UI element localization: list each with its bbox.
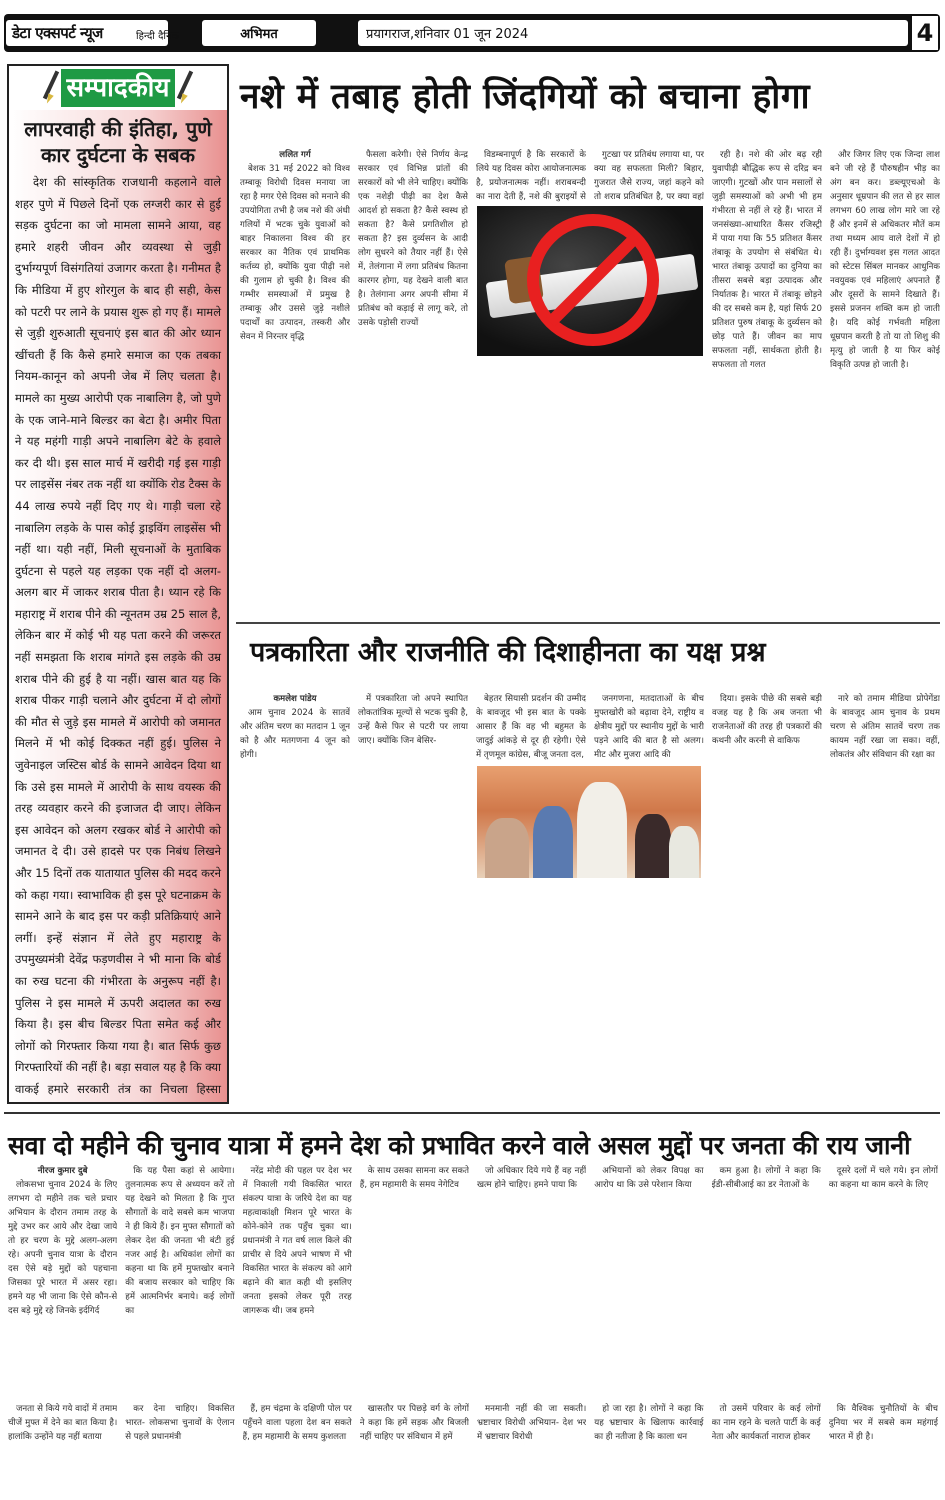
column-text: कि यह पैसा कहां से आयेगा। तुलनात्मक रूप से अध्ययन करें तो यह देखने को मिलता है कि गुप्त सौगातों के वादे सबसे कम भाजपा ने ही किये हैं। इन मुफ्त सौगातों को लेकर देश की जनता भी बंटी हुई नजर आई है। अधिकांश लोगों का कहना था कि हमें मुफ्तखोर बनाने की बजाय सरकार को चाहिए कि हमें आत्मनिर्भर बनाये। कई लोगों का bbox=[125, 1166, 235, 1316]
column-text: खासतौर पर पिछड़े वर्ग के लोगों ने कहा कि हमें सड़क और बिजली नहीं चाहिए पर संविधान में हमें bbox=[359, 1404, 469, 1442]
section-divider bbox=[4, 1112, 940, 1114]
column-text: तो उसमें परिवार के कई लोगों का नाम रहने के चलते पार्टी के कई नेता और कार्यकर्ता नाराज होकर bbox=[711, 1404, 821, 1442]
article-column bbox=[8, 1164, 117, 1486]
person-shape bbox=[533, 806, 573, 878]
column-text: फैसला करेगी। ऐसे निर्णय केन्द्र सरकार एवं विभिन्न प्रांतों की सरकारों को भी लेने चाहिए। क्योंकि एक नशेड़ी पीढ़ी का देश कैसे आदर्श हो सकता है? कैसे स्वस्थ हो सकता है? कैसे प्रगतिशील हो सकता है? इस दुर्व्यसन के आदी लोग सुधरने को तैयार नहीं हैं। ऐसे में, तेलंगाना में लगा प्रतिबंध कितना कारगर होगा, यह देखने वाली बात है। तेलंगाना अगर अपनी सीमा में प्रतिबंध को कड़ाई से लागू करे, तो उसके पड़ोसी राज्यों bbox=[358, 150, 468, 328]
byline: ललित गर्ग bbox=[279, 150, 311, 160]
editorial-box bbox=[7, 64, 229, 1104]
person-shape bbox=[635, 814, 671, 878]
editorial-title: लापरवाही की इंतिहा, पुणे कार दुर्घटना के सबक bbox=[24, 117, 212, 167]
column-text: मनमानी नहीं की जा सकती। भ्रष्टाचार विरोधी अभियान- देश भर में भ्रष्टाचार विरोधी bbox=[477, 1404, 587, 1442]
article-3-body bbox=[8, 1164, 938, 1486]
byline: नीरज कुमार दुबे bbox=[37, 1166, 88, 1176]
pen-icon bbox=[178, 70, 192, 106]
article-column bbox=[243, 1164, 352, 1486]
column-text: गुटखा पर प्रतिबंध लगाया था, पर क्या वह सफलता मिली? बिहार, गुजरात जैसे राज्य, जहां कहने को तो शराब प्रतिबंधित है, पर क्या वहां bbox=[594, 150, 704, 202]
no-symbol-icon bbox=[527, 214, 659, 346]
editorial-label: सम्पादकीय bbox=[61, 69, 176, 107]
column-text: दूसरे दलों में चले गये। इन लोगों का कहना था काम करने के लिए bbox=[828, 1166, 938, 1190]
column-text: आम चुनाव 2024 के सातवें और अंतिम चरण का मतदान 1 जून को है और मतगणना 4 जून को होगी। bbox=[240, 708, 350, 760]
byline: कमलेश पांडेय bbox=[273, 694, 317, 704]
column-text: कि वैश्विक चुनौतियों के बीच दुनिया भर में सबसे कम महंगाई भारत में ही है। bbox=[828, 1404, 938, 1442]
editorial-banner bbox=[9, 66, 227, 110]
column-text: रही है। नशे की ओर बढ़ रही युवापीढ़ी बौद्धिक रूप से दरिद्र बन जाएगी। गुटखों और पान मसालों से जुड़ी समस्याओं को अभी भी हम गंभीरता से नहीं ले रहे हैं। भारत में जनसंख्या-आधारित कैंसर रजिस्ट्री में पाया गया कि 55 प्रतिशत कैंसर तंबाकू के उपयोग से संबंधित थे। भारत तंबाकू उत्पादों का दुनिया का तीसरा सबसे बड़ा उत्पादक और निर्यातक है। भारत में तंबाकू छोड़ने की दर सबसे कम है, यहां सिर्फ 20 प्रतिशत पुरुष तंबाकू के दुर्व्यसन को छोड़ पाते हैं। जीवन का माप सफलता नहीं, सार्थकता होती है। सफलता तो गलत bbox=[712, 150, 822, 370]
article-2-headline: पत्रकारिता और राजनीति की दिशाहीनता का यक्ष प्रश्न bbox=[250, 637, 766, 668]
masthead bbox=[4, 14, 940, 52]
article-column bbox=[830, 692, 940, 1100]
column-text: हैं, हम चंद्रमा के दक्षिणी पोल पर पहुँचने वाला पहला देश बन सकते हैं, हम महामारी के समय कुशलता bbox=[242, 1404, 352, 1442]
column-text: दिया। इसके पीछे की सबसे बड़ी वजह यह है कि अब जनता भी राजनेताओं की तरह ही पत्रकारों की कथनी और करनी से वाकिफ bbox=[712, 694, 822, 746]
article-1-headline: नशे में तबाह होती जिंदगियों को बचाना होगा bbox=[240, 77, 811, 117]
article-column bbox=[712, 148, 822, 618]
no-smoking-photo bbox=[477, 206, 703, 356]
column-text: बेशक 31 मई 2022 को विश्व तम्बाकू विरोधी दिवस मनाया जा रहा है मगर ऐसे दिवस को मनाने की उपयोगिता तभी है जब नशे की अंधी गलियों में भटक चुके युवाओं को बाहर निकालना विश्व की हर सरकार का नैतिक एवं प्राथमिक कर्तव्य हो, क्योंकि युवा पीढ़ी नशे की गुलाम हो चुकी है। विश्व की गम्भीर समस्याओं में प्रमुख है तम्बाकू और उससे जुड़े नशीले पदार्थों का उत्पादन, तस्करी और सेवन में निरन्तर वृद्धि bbox=[240, 164, 350, 342]
article-column bbox=[477, 1164, 586, 1486]
column-text: नरेंद्र मोदी की पहल पर देश भर में निकाली गयी विकसित भारत संकल्प यात्रा के जरिये देश का यह महत्वाकांक्षी मिशन पूरे भारत के कोने-कोने तक पहुँच चुका था। प्रधानमंत्री ने गत वर्ष लाल किले की प्राचीर से दिये अपने भाषण में भी विकसित भारत के संकल्प को आगे बढ़ाने की बात कही थी इसलिए जनता इसको लेकर पूरी तरह जागरूक थी। जब हमने bbox=[242, 1166, 352, 1316]
column-text: विडम्बनापूर्ण है कि सरकारों के लिये यह दिवस कोरा आयोजनात्मक है, प्रयोजनात्मक नहीं। शराबबन्दी का नारा देती हैं, नशे की बुराइयों से bbox=[476, 150, 586, 202]
column-text: कर देना चाहिए। विकसित भारत- लोकसभा चुनावों के ऐलान से पहले प्रधानमंत्री bbox=[125, 1404, 235, 1442]
article-column bbox=[125, 1164, 234, 1486]
paper-name: डेटा एक्सपर्ट न्यूज bbox=[12, 24, 103, 42]
article-column bbox=[476, 692, 586, 1100]
person-shape bbox=[485, 818, 529, 878]
column-text: हो जा रहा है। लोगों ने कहा कि यह भ्रष्टाचार के खिलाफ कार्रवाई का ही नतीजा है कि काला धन bbox=[594, 1404, 704, 1442]
column-text: में पत्रकारिता जो अपने स्थापित लोकतांत्रिक मूल्यों से भटक चुकी है, उन्हें कैसे फिर से पटरी पर लाया जाए। क्योंकि जिन बेसिर- bbox=[358, 694, 468, 746]
section-name: अभिमत bbox=[202, 20, 316, 46]
column-text: जनगणना, मतदाताओं के बीच मुफ्तखोरी को बढ़ावा देने, राष्ट्रीय व क्षेत्रीय मुद्दों पर स्थानीय मुद्दों के भारी पड़ने आदि की बात है सो अलग। मीट और मुजरा आदि की bbox=[594, 694, 704, 760]
column-text: जनता से किये गये वादों में तमाम चीजें मुफ्त में देने का बात किया है। हालांकि उन्होंने यह नहीं बताया bbox=[8, 1404, 118, 1442]
column-text: लोकसभा चुनाव 2024 के लिए लगभग दो महीने तक चले प्रचार अभियान के दौरान तमाम तरह के मुद्दे उभर कर आये और देखा जाये तो हर चरण के मुद्दे अलग-अलग रहे। अपनी चुनाव यात्रा के दौरान दस ऐसे बड़े मुद्दों को पहचाना जिसका पूरे भारत में असर रहा। हमने यह भी जाना कि ऐसे कौन-से दस बड़े मुद्दे रहे जिनके इर्दगिर्द bbox=[8, 1180, 118, 1316]
masthead-left bbox=[6, 20, 180, 46]
column-text: और जिगर लिए एक जिन्दा लाश बने जी रहे हैं पौरुषहीन भीड़ का अंग बन कर। डब्ल्यूएचओ के अनुसार धूम्रपान की लत से हर साल लगभग 60 लाख लोग मारे जा रहे हैं और इनमें से अधिकतर मौतें कम तथा मध्यम आय वाले देशों में हो रही हैं। दुर्भाग्यवश इस गलत आदत को स्टेटस सिंबल मानकर आधुनिक नवयुवक एवं महिलाएं अपनाते हैं और दूसरों के सामने दिखाते हैं। इससे प्रजनन शक्ति कम हो जाती है। यदि कोई गर्भवती महिला धूम्रपान करती है तो या तो शिशु की मृत्यु हो जाती है या फिर कोई विकृति उत्पन्न हो जाती है। bbox=[830, 150, 940, 370]
person-shape bbox=[669, 826, 699, 878]
column-text: कम हुआ है। लोगों ने कहा कि ईडी-सीबीआई का डर नेताओं के bbox=[711, 1166, 821, 1190]
article-column bbox=[240, 148, 350, 618]
article-column bbox=[360, 1164, 469, 1486]
page-number: 4 bbox=[912, 16, 938, 50]
article-column bbox=[594, 1164, 703, 1486]
article-column bbox=[594, 692, 704, 1100]
column-text: बेहतर सियासी प्रदर्शन की उम्मीद के बावजूद भी इस बात के पक्के आसार हैं कि वह भी बहुमत के जादुई आंकड़े से दूर ही रहेगी। ऐसे में तृणमूल कांग्रेस, बीजू जनता दल, bbox=[476, 694, 586, 760]
election-rally-photo bbox=[477, 766, 701, 878]
article-3-headline: सवा दो महीने की चुनाव यात्रा में हमने देश को प्रभावित करने वाले असल मुद्दों पर जनता की राय जानी bbox=[8, 1131, 911, 1160]
column-text: नारे को तमाम मीडिया प्रोपेगेंडा के बावजूद आम चुनाव के प्रथम चरण से अंतिम सातवें चरण तक कायम नहीं रखा जा सका। वहीं, लोकतंत्र और संविधान की रक्षा का bbox=[830, 694, 940, 760]
section-divider bbox=[236, 622, 940, 624]
article-2-body bbox=[240, 692, 940, 1100]
pen-icon bbox=[44, 70, 58, 106]
article-column bbox=[358, 148, 468, 618]
article-column bbox=[240, 692, 350, 1100]
column-text: जो अधिकार दिये गये हैं वह नहीं खत्म होने चाहिए। हमने पाया कि bbox=[477, 1166, 587, 1190]
article-column bbox=[829, 1164, 938, 1486]
article-column bbox=[830, 148, 940, 618]
article-column bbox=[712, 692, 822, 1100]
dateline: प्रयागराज,शनिवार 01 जून 2024 bbox=[358, 20, 908, 46]
article-column bbox=[358, 692, 468, 1100]
person-shape bbox=[577, 782, 627, 878]
column-text: अभियानों को लेकर विपक्ष का आरोप था कि उसे परेशान किया bbox=[594, 1166, 704, 1190]
editorial-body: देश की सांस्कृतिक राजधानी कहलाने वाले शहर पुणे में पिछले दिनों एक लग्जरी कार से हुई सड़क दुर्घटना का जो मामला सामने आया, वह हमारे शहरी जीवन और व्यवस्था से जुड़ी दुर्भाग्यपूर्ण विसंगतियां उजागर करता है। गनीमत है कि मीडिया में हुए शोरगुल के बाद ही सही, केस को पटरी पर लाने के प्रयास शुरू हो गए हैं। मामले से जुड़ी शुरुआती सूचनाएं इस बात की ओर ध्यान खींचती हैं कि कैसे हमारे समाज का एक तबका नियम-कानून को अपनी जेब में लिए चलता है। मामले का मुख्य आरोपी एक नाबालिग है, जो पुणे के एक जाने-माने बिल्डर का बेटा है। अमीर पिता ने यह महंगी गाड़ी अपने नाबालिग बेटे के हवाले कर दी थी। इस साल मार्च में खरीदी गई इस गाड़ी पर लाइसेंस नंबर तक नहीं था क्योंकि रोड टैक्स के 44 लाख रुपये नहीं दिए गए थे। गाड़ी चला रहे नाबालिग लड़के के पास कोई ड्राइविंग लाइसेंस भी नहीं था। यही नहीं, मिली सूचनाओं के मुताबिक दुर्घटना से पहले यह लड़का एक नहीं दो अलग-अलग बार में जाकर शराब पीता है। ध्यान रहे कि महाराष्ट्र में शराब पीने की न्यूनतम उम्र 25 साल है, लेकिन बार में कोई भी यह पता करने की जरूरत नहीं समझता कि शराब मांगते इस लड़के की उम्र शराब पीने की हुई है या नहीं। खास बात यह कि शराब पीकर गाड़ी चलाने और दुर्घटना में दो लोगों की मौत से जुड़े इस मामले में आरोपी को जमानत मिलने में भी कोई दिक्कत नहीं हुई। पुलिस ने जुवेनाइल जस्टिस बोर्ड के सामने आवेदन दिया था कि उसे इस मामले में आरोपी के साथ वयस्क की तरह व्यवहार करने की इजाजत दी जाए। लेकिन इस आवेदन को अलग रखकर बोर्ड ने आरोपी को जमानत दे दी। उसे हादसे पर एक निबंध लिखने और 15 दिनों तक यातायात पुलिस की मदद करने को कहा गया। स्वाभाविक ही इस पूरे घटनाक्रम के सामने आने के बाद इस पर कड़ी प्रतिक्रियाएं आने लगीं। इन्हें संज्ञान में लेते हुए महाराष्ट्र के उपमुख्यमंत्री देवेंद्र फड़णवीस ने भी माना कि बोर्ड का रुख घटना की गंभीरता के अनुरूप नहीं है। पुलिस ने इस मामले में ऊपरी अदालत का रुख किया है। इस बीच बिल्डर पिता समेत कई और लोगों को गिरफ्तार किया गया है। बात सिर्फ कुछ गिरफ्तारियों की नहीं है। बड़ा सवाल यह है कि क्या वाकई हमारे सरकारी तंत्र का निचला हिस्सा bbox=[15, 175, 221, 1096]
article-column bbox=[712, 1164, 821, 1486]
column-text: के साथ उसका सामना कर सकते हैं, हम महामारी के समय नेगेटिव bbox=[359, 1166, 469, 1190]
paper-type: हिन्दी दैनिक bbox=[136, 31, 180, 42]
